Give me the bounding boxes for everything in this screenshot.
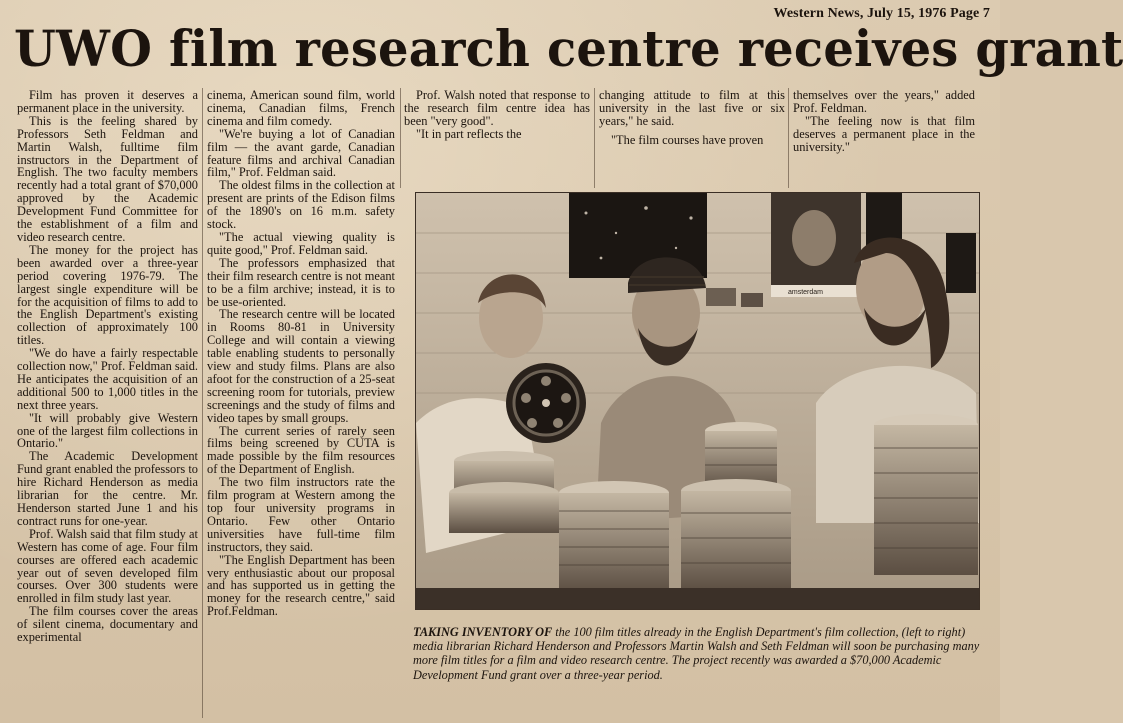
paragraph: The film courses cover the areas of silent cinema, documentary and experimental (17, 604, 198, 645)
paragraph: "It will probably give Western one of the largest film collections in Ontario." (17, 410, 198, 451)
article-column-3 (404, 89, 590, 141)
paragraph: The money for the project has been awarded over a three-year period covering 1976-79. The largest single expenditure will be for the acquisition of films to add to the English Department's existing collection of approximately 100 titles. (17, 242, 198, 348)
masthead-dateline: Western News, July 15, 1976 Page 7 (773, 6, 990, 21)
paragraph: themselves over the years," added Prof. Feldman. (793, 88, 975, 115)
paragraph: Film has proven it deserves a permanent place in the university. (17, 88, 198, 115)
paragraph: The two film instructors rate the film program at Western among the top four university programs in Ontario. Few other Ontario universities have full-time film instructors, they said. (207, 475, 395, 554)
paragraph: "The actual viewing quality is quite good," Prof. Feldman said. (207, 229, 395, 257)
paragraph: Prof. Walsh said that film study at Western has come of age. Four film courses are offered each academic year out of seven developed film courses. Over 300 students were enrolled in film study last year. (17, 526, 198, 606)
photo-illustration (416, 193, 979, 609)
paragraph: cinema, American sound film, world cinema, Canadian films, French cinema and film comedy. (207, 88, 395, 128)
film-can-stack (874, 414, 978, 575)
paragraph: "We do have a fairly respectable collection now," Prof. Feldman said. He anticipates the acquisition of an additional 500 to 1,000 titles in the next three years. (17, 346, 198, 412)
paragraph: Prof. Walsh noted that response to the research film centre idea has been "very good". (404, 88, 590, 128)
film-can-stack (449, 451, 559, 533)
headline: UWO film research centre receives grant (14, 19, 1123, 78)
column-rule (400, 88, 401, 188)
column-rule (202, 88, 203, 718)
paragraph: "It in part reflects the (416, 126, 522, 141)
article-column-4 (599, 89, 785, 147)
paragraph: The oldest films in the collection at present are prints of the Edison films of the 1890's on 16 m.m. safety stock. (207, 178, 395, 232)
paragraph: The Academic Development Fund grant enabled the professors to hire Richard Henderson as media librarian for the centre. Mr. Henderson started June 1 and his contract runs for one-year. (17, 449, 198, 528)
paragraph: "We're buying a lot of Canadian film — the avant garde, Canadian feature films and archival Canadian film," Prof. Feldman said. (207, 126, 395, 180)
paragraph: The professors emphasized that their film research centre is not meant to be a film archive; instead, it is to be use-oriented. (207, 255, 395, 309)
caption-lead: TAKING INVENTORY OF (413, 625, 553, 639)
paragraph: "The feeling now is that film deserves a permanent place in the university." (793, 113, 975, 154)
paragraph: The current series of rarely seen films being screened by CUTA is made possible by the film resources of the Department of English. (207, 423, 395, 477)
article-column-2 (207, 89, 395, 704)
photo-caption (413, 625, 981, 682)
paragraph: "The film courses have proven (611, 132, 764, 147)
paragraph: The research centre will be located in Rooms 80-81 in University College and will contain a viewing table enabling students to personally view and study films. Plans are also afoot for the construction of a 25-seat screening room for tutorials, preview screenings and the study of films and video tapes by small groups. (207, 307, 395, 425)
paragraph: "The English Department has been very enthusiastic about our proposal and has supported us in getting the money for the research centre," said Prof.Feldman. (207, 552, 395, 619)
column-rule (788, 88, 789, 188)
paragraph: changing attitude to film at this university in the last five or six years," he said. (599, 88, 785, 128)
article-column-5 (793, 89, 975, 154)
column-rule (594, 88, 595, 188)
paragraph: This is the feeling shared by Professors Seth Feldman and Martin Walsh, fulltime film instructors in the Department of English. The two faculty members recently had a total grant of $70,000 approved by the Academic Development Fund Committee for the establishment of a film and video research centre. (17, 113, 198, 244)
article-column-1 (17, 89, 198, 719)
news-photo (415, 192, 980, 610)
caption-text: the 100 film titles already in the English Department's film collection, (left to right) media librarian Richard Henderson and Professors Martin Walsh and Seth Feldman will soon be purchasing many more film titles for a film and video research centre. The project recently was awarded a $70,000 Academic Development Fund grant over a three-year period. (413, 625, 980, 682)
film-can-stack (559, 481, 669, 593)
poster-label: amsterdam (788, 289, 824, 296)
